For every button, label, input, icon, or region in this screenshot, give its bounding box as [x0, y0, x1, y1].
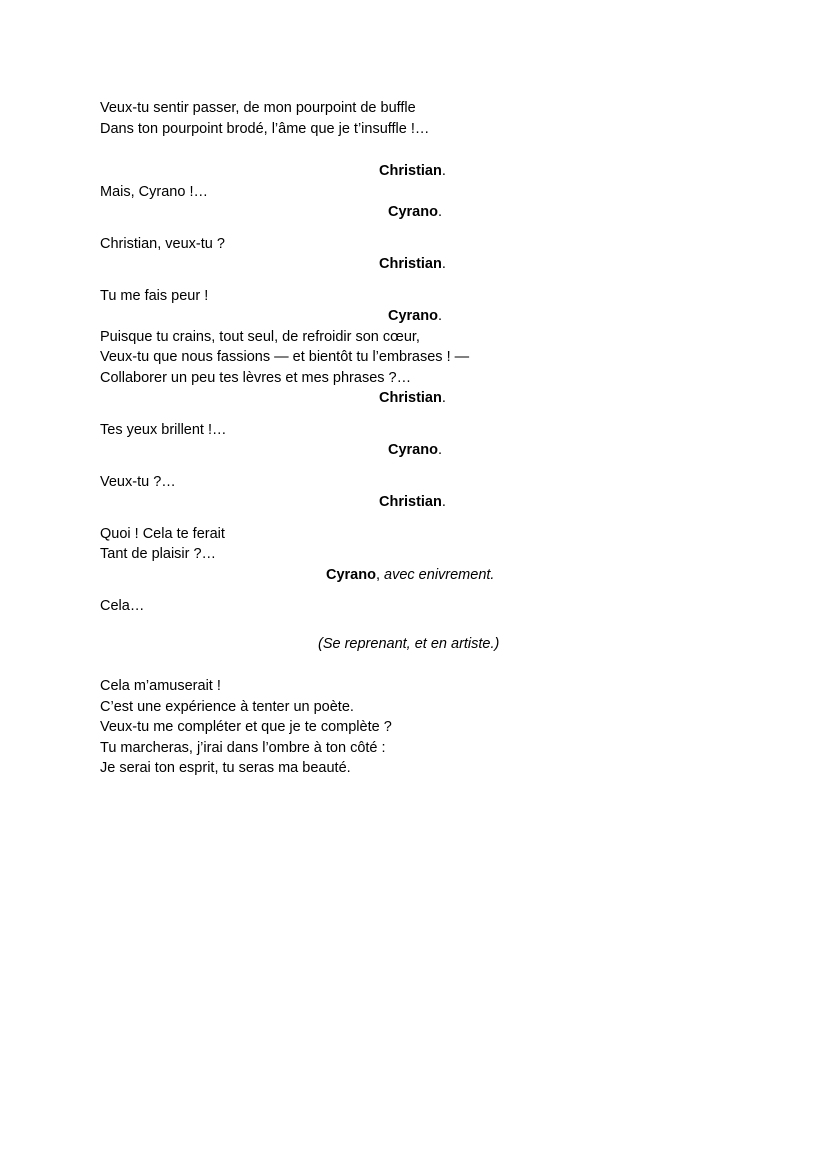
spacer: [100, 654, 720, 676]
speaker-name: Christian: [379, 163, 442, 179]
verse-line: C’est une expérience à tenter un poète.: [100, 698, 354, 715]
speaker-cue: [100, 202, 720, 223]
verse-line: Mais, Cyrano !…: [100, 183, 208, 200]
verse-line: Quoi ! Cela te ferait: [100, 525, 225, 542]
spacer: [100, 585, 720, 596]
verse-line: Tant de plaisir ?…: [100, 546, 217, 562]
speaker-punct: ,: [375, 566, 380, 583]
speaker-punct: .: [441, 390, 446, 406]
stage-direction: (Se reprenant, et en artiste.): [318, 635, 500, 652]
speaker-cue: [100, 565, 720, 586]
speaker-name: Cyrano: [388, 204, 438, 220]
verse-line: Collaborer un peu tes lèvres et mes phrases ?…: [100, 369, 412, 386]
spacer: [100, 409, 720, 420]
spacer: [100, 461, 720, 472]
verse-line: Puisque tu crains, tout seul, de refroidir son cœur,: [100, 328, 420, 345]
speaker-punct: .: [437, 442, 442, 458]
speaker-cue: [100, 254, 720, 275]
speaker-name: Cyrano: [326, 566, 376, 583]
speaker-cue: [100, 306, 720, 327]
verse-line: Je serai ton esprit, tu seras ma beauté.: [100, 760, 351, 776]
speaker-name: Cyrano: [388, 308, 438, 324]
verse-line: Christian, veux-tu ?: [100, 235, 225, 252]
speaker-punct: .: [441, 494, 446, 510]
speaker-cue: [100, 492, 720, 513]
speaker-cue: [100, 388, 720, 409]
spacer: [100, 513, 720, 524]
verse-line: Cela…: [100, 598, 145, 614]
speaker-cue: [100, 161, 720, 182]
speaker-name: Christian: [379, 494, 442, 510]
verse-line: Cela m’amuserait !: [100, 678, 221, 694]
speaker-punct: .: [441, 163, 446, 179]
speaker-punct: .: [437, 204, 442, 220]
speaker-punct: .: [441, 256, 446, 272]
verse-line: Veux-tu sentir passer, de mon pourpoint de buffle: [100, 100, 416, 116]
spacer: [100, 275, 720, 286]
verse-line: Veux-tu ?…: [100, 473, 176, 490]
speaker-cue: [100, 440, 720, 461]
speaker-name: Christian: [379, 390, 442, 406]
spacer: [100, 223, 720, 234]
speaker-name: Christian: [379, 256, 442, 272]
verse-line: Tu me fais peur !: [100, 287, 209, 304]
verse-line: Veux-tu me compléter et que je te complète ?: [100, 719, 392, 735]
verse-line: Dans ton pourpoint brodé, l’âme que je t’insuffle !…: [100, 120, 430, 137]
spacer: [100, 139, 720, 161]
speaker-name: Cyrano: [388, 442, 438, 458]
play-script-body: [100, 98, 720, 779]
speaker-punct: .: [437, 308, 442, 324]
spacer: [100, 617, 720, 634]
stage-direction-inline: avec enivrement.: [380, 566, 495, 583]
verse-line: Veux-tu que nous fassions — et bientôt tu l’embrases ! —: [100, 349, 470, 365]
verse-line: Tes yeux brillent !…: [100, 421, 227, 438]
verse-line: Tu marcheras, j’irai dans l’ombre à ton côté :: [100, 739, 386, 756]
